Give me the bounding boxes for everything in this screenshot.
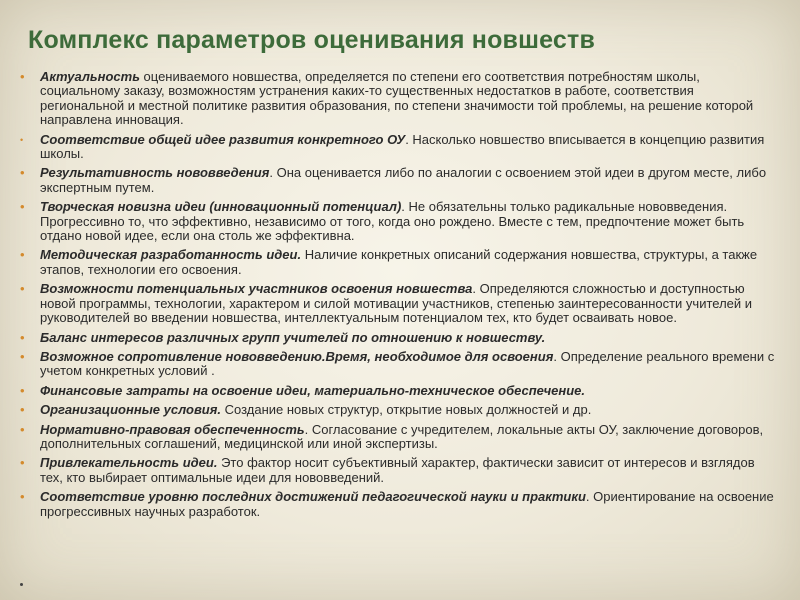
item-text: Создание новых структур, открытие новых должностей и др.	[221, 402, 592, 418]
item-text: оцениваемого новшества, определяется по степени его соответствия потребностям школы, социальному заказу, возможностям устранения каких-то существенных недостатков в работе, соответствия региональной и местной политике развития образования, по степени значимости той проблемы, на решение которой направлена инновация.	[40, 69, 754, 128]
stray-dot	[20, 583, 23, 586]
item-text: . Определяются сложностью и доступностью новой программы, технологии, характером и силой мотивации участников, степенью заинтересованности учителей и руководителей во введении новшества, интеллектуальным потенциалом тех, кто будет осваивать новое.	[40, 281, 753, 326]
item-term: Нормативно-правовая обеспеченность	[40, 421, 305, 437]
item-text: . Не обязательны только радикальные нововведения. Прогрессивно то, что эффективно, независимо от того, когда оно рождено. Вместе с тем, предпочтение может быть отдано новой идее, если она столь же эффективна.	[40, 199, 745, 244]
item-term: Возможности потенциальных участников освоения новшества	[40, 281, 473, 297]
bullet-icon: •	[20, 402, 25, 418]
item-term: Привлекательность идеи.	[40, 455, 218, 471]
item-text: . Согласование с учредителем, локальные акты ОУ, заключение договоров, дополнительных соглашений, медицинской или иной экспертизы.	[40, 421, 764, 451]
bullet-icon: •	[20, 247, 25, 263]
item-text: . Она оценивается либо по аналогии с освоением этой идеи в другом месте, либо экспертным путем.	[40, 165, 767, 195]
bullet-icon: •	[20, 199, 25, 215]
bullet-icon: •	[20, 165, 25, 181]
bullet-icon: •	[20, 382, 25, 398]
item-text: Наличие конкретных описаний содержания новшества, структуры, а также этапов, технологии его освоения.	[40, 247, 758, 277]
item-term: Актуальность	[40, 69, 140, 84]
list-item	[14, 70, 780, 128]
bullet-icon: •	[20, 348, 25, 364]
item-term: Финансовые затраты на освоение идеи, материально-техническое обеспечение.	[40, 382, 586, 398]
list-item	[14, 423, 780, 452]
parameter-list	[14, 70, 780, 524]
list-item	[14, 200, 780, 243]
list-item	[14, 456, 780, 485]
bullet-icon: •	[20, 489, 25, 505]
item-term: Соответствие уровню последних достижений педагогической науки и практики	[40, 489, 586, 505]
list-item	[14, 350, 780, 379]
list-item	[14, 490, 780, 519]
list-item	[14, 384, 780, 398]
list-item	[14, 403, 780, 417]
bullet-icon: •	[20, 281, 25, 297]
bullet-icon: •	[20, 455, 25, 471]
list-item	[14, 166, 780, 195]
bullet-icon: •	[20, 421, 25, 437]
item-text: . Ориентирование на освоение прогрессивных научных разработок.	[40, 489, 774, 519]
item-text: . Насколько новшество вписывается в концепцию развития школы.	[40, 131, 765, 162]
list-item	[14, 331, 780, 345]
item-term: Соответствие общей идее развития конкретного ОУ	[40, 131, 406, 147]
item-text: Это фактор носит субъективный характер, фактически зависит от интересов и взглядов тех, кто выбирает оптимальные идеи для нововведений.	[40, 455, 755, 485]
item-term: Баланс интересов различных групп учителей по отношению к новшеству.	[40, 329, 546, 345]
list-item	[14, 282, 780, 325]
list-item	[14, 248, 780, 277]
list-item	[14, 133, 780, 162]
item-term: Результативность нововведения	[40, 165, 270, 181]
slide-title: Комплекс параметров оценивания новшеств	[28, 26, 596, 54]
item-term: Творческая новизна идеи (инновационный потенциал)	[40, 199, 402, 215]
item-term: Организационные условия.	[40, 402, 222, 418]
bullet-icon: •	[20, 329, 25, 345]
item-term: Возможное сопротивление нововведению.Время, необходимое для освоения	[40, 348, 554, 364]
item-term: Методическая разработанность идеи.	[40, 247, 302, 263]
item-text: . Определение реального времени с учетом конкретных условий .	[40, 348, 775, 379]
bullet-icon: •	[20, 134, 24, 145]
bullet-icon: •	[20, 69, 25, 84]
